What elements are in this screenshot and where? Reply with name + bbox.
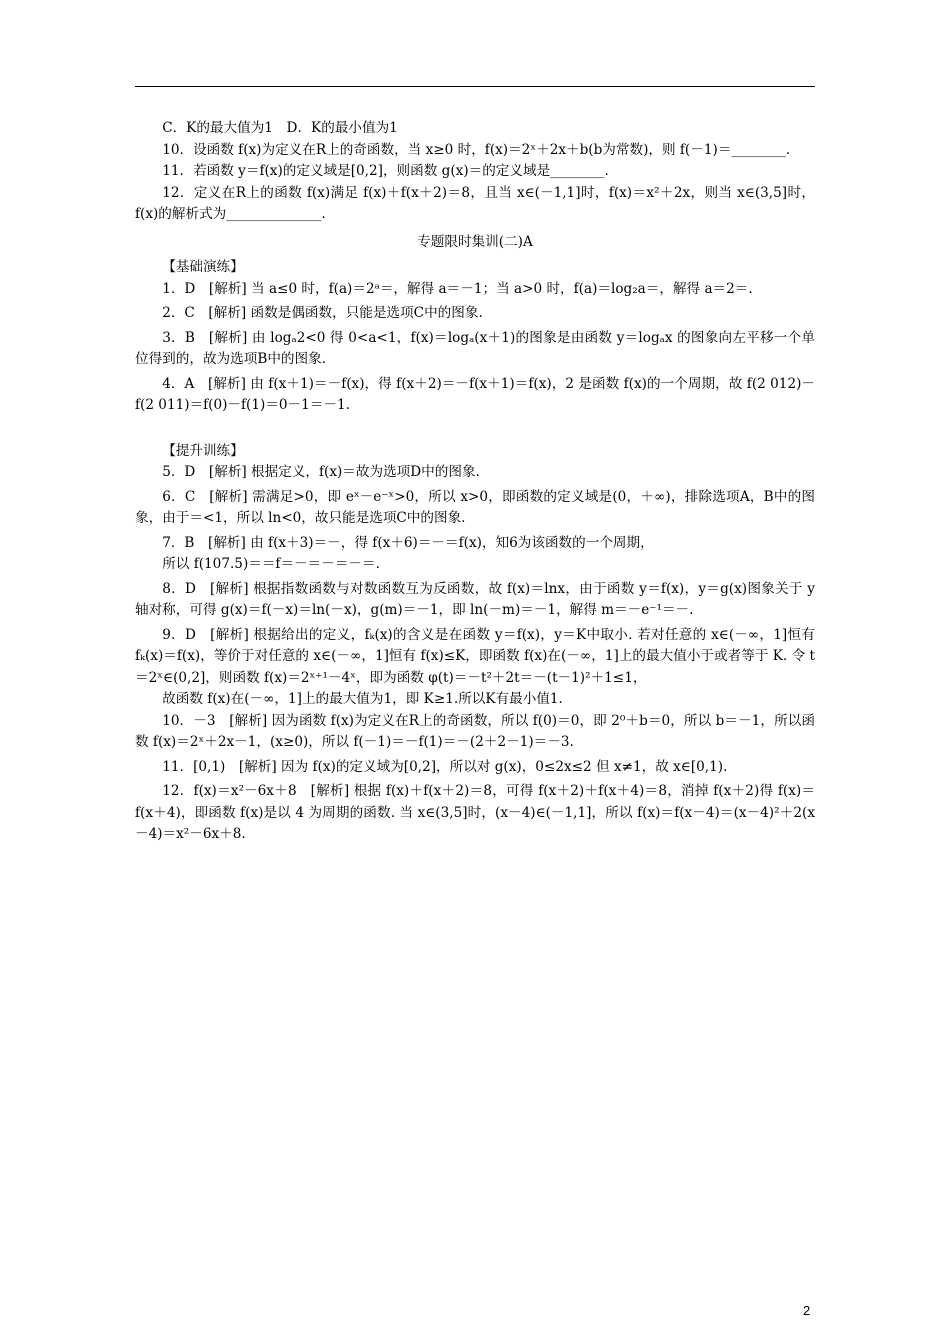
answer-11: 11．[0,1) [解析] 因为 f(x)的定义域为[0,2]，所以对 g(x)，0≤2x≤2 但 x≠1，故 x∈[0,1).	[162, 758, 728, 775]
answer-10: 10．－3 [解析] 因为函数 f(x)为定义在R上的奇函数，所以 f(0)＝0，即 2⁰＋b＝0，所以 b＝－1，所以函数 f(x)＝2ˣ＋2x－1，(x≥0)，所以 f(－1)＝－f(1)＝－(2＋2－1)＝－3.	[135, 712, 815, 750]
answer-5: 5．D [解析] 根据定义，f(x)＝故为选项D中的图象.	[162, 464, 480, 480]
answer-4: 4．A [解析] 由 f(x＋1)＝－f(x)，得 f(x＋2)＝－f(x＋1)＝f(x)，2 是函数 f(x)的一个周期，故 f(2 012)－f(2 011)＝f(0)－f(1)＝0－1＝－1.	[135, 375, 815, 413]
advanced-heading: 【提升训练】	[162, 442, 244, 459]
page-number: 2	[803, 1303, 811, 1318]
section-gap	[135, 417, 815, 441]
question-12: 12．定义在R上的函数 f(x)满足 f(x)＋f(x＋2)＝8，且当 x∈(－1,1]时，f(x)＝x²＋2x，则当 x∈(3,5]时，f(x)的解析式为______________.	[135, 184, 815, 222]
answer-12: 12．f(x)＝x²－6x＋8 [解析] 根据 f(x)＋f(x＋2)＝8，可得 f(x＋2)＋f(x＋4)＝8，消掉 f(x＋2)得 f(x)＝f(x＋4)，即函数 f(x)是以 4 为周期的函数. 当 x∈(3,5]时，(x－4)∈(－1,1]，所以 f(x)＝f(x－4)＝(x－4)²＋2(x－4)＝x²－6x＋8.	[135, 783, 815, 842]
question-10: 10．设函数 f(x)为定义在R上的奇函数，当 x≥0 时，f(x)＝2ˣ＋2x＋b(b为常数)，则 f(－1)＝________.	[162, 141, 791, 158]
answer-2: 2．C [解析] 函数是偶函数，只能是选项C中的图象.	[162, 305, 483, 321]
page-content	[135, 118, 815, 846]
section-title: 专题限时集训(二)A	[417, 233, 533, 250]
answer-3: 3．B [解析] 由 logₐ2<0 得 0<a<1，f(x)＝logₐ(x＋1)的图象是由函数 y＝logₐx 的图象向左平移一个单位得到的，故为选项B中的图象.	[135, 329, 815, 367]
answer-8: 8．D [解析] 根据指数函数与对数函数互为反函数，故 f(x)＝lnx，由于函数 y＝f(x)，y＝g(x)图象关于 y 轴对称，可得 g(x)＝f(－x)＝ln(－x)，g(m)＝－1，即 ln(－m)＝－1，解得 m＝－e⁻¹＝－.	[135, 580, 815, 618]
question-11: 11．若函数 y＝f(x)的定义域是[0,2]，则函数 g(x)＝的定义域是________.	[162, 163, 609, 179]
answer-9-conclusion: 故函数 f(x)在(－∞，1]上的最大值为1，即 K≥1.所以K有最小值1.	[162, 691, 563, 707]
question-9-option-cd: C．K的最大值为1 D．K的最小值为1	[162, 120, 398, 136]
answer-1: 1．D [解析] 当 a≤0 时，f(a)＝2ᵃ＝，解得 a＝－1；当 a>0 时，f(a)＝log₂a＝，解得 a＝2＝.	[162, 280, 753, 297]
answer-6: 6．C [解析] 需满足>0，即 eˣ－e⁻ˣ>0，所以 x>0，即函数的定义域是(0，＋∞)，排除选项A，B中的图象，由于＝<1，所以 ln<0，故只能是选项C中的图象.	[135, 488, 815, 526]
basic-heading: 【基础演练】	[162, 259, 244, 275]
answer-7-continued: 所以 f(107.5)＝＝f＝－＝－＝－＝.	[162, 556, 380, 572]
answer-9: 9．D [解析] 根据给出的定义，fₖ(x)的含义是在函数 y＝f(x)，y＝K中取小. 若对任意的 x∈(－∞，1]恒有 fₖ(x)＝f(x)，等价于对任意的 x∈(－∞，1]恒有 f(x)≤K，即函数 f(x)在(－∞，1]上的最大值小于或者等于 K. 令 t＝2ˣ∈(0,2]，则函数 f(x)＝2ˣ⁺¹－4ˣ，即为函数 φ(t)＝－t²＋2t＝－(t－1)²＋1≤1，	[135, 626, 815, 686]
header-rule	[135, 86, 815, 87]
answer-7: 7．B [解析] 由 f(x＋3)＝－，得 f(x＋6)＝－＝f(x)，知6为该函数的一个周期，	[162, 534, 654, 551]
